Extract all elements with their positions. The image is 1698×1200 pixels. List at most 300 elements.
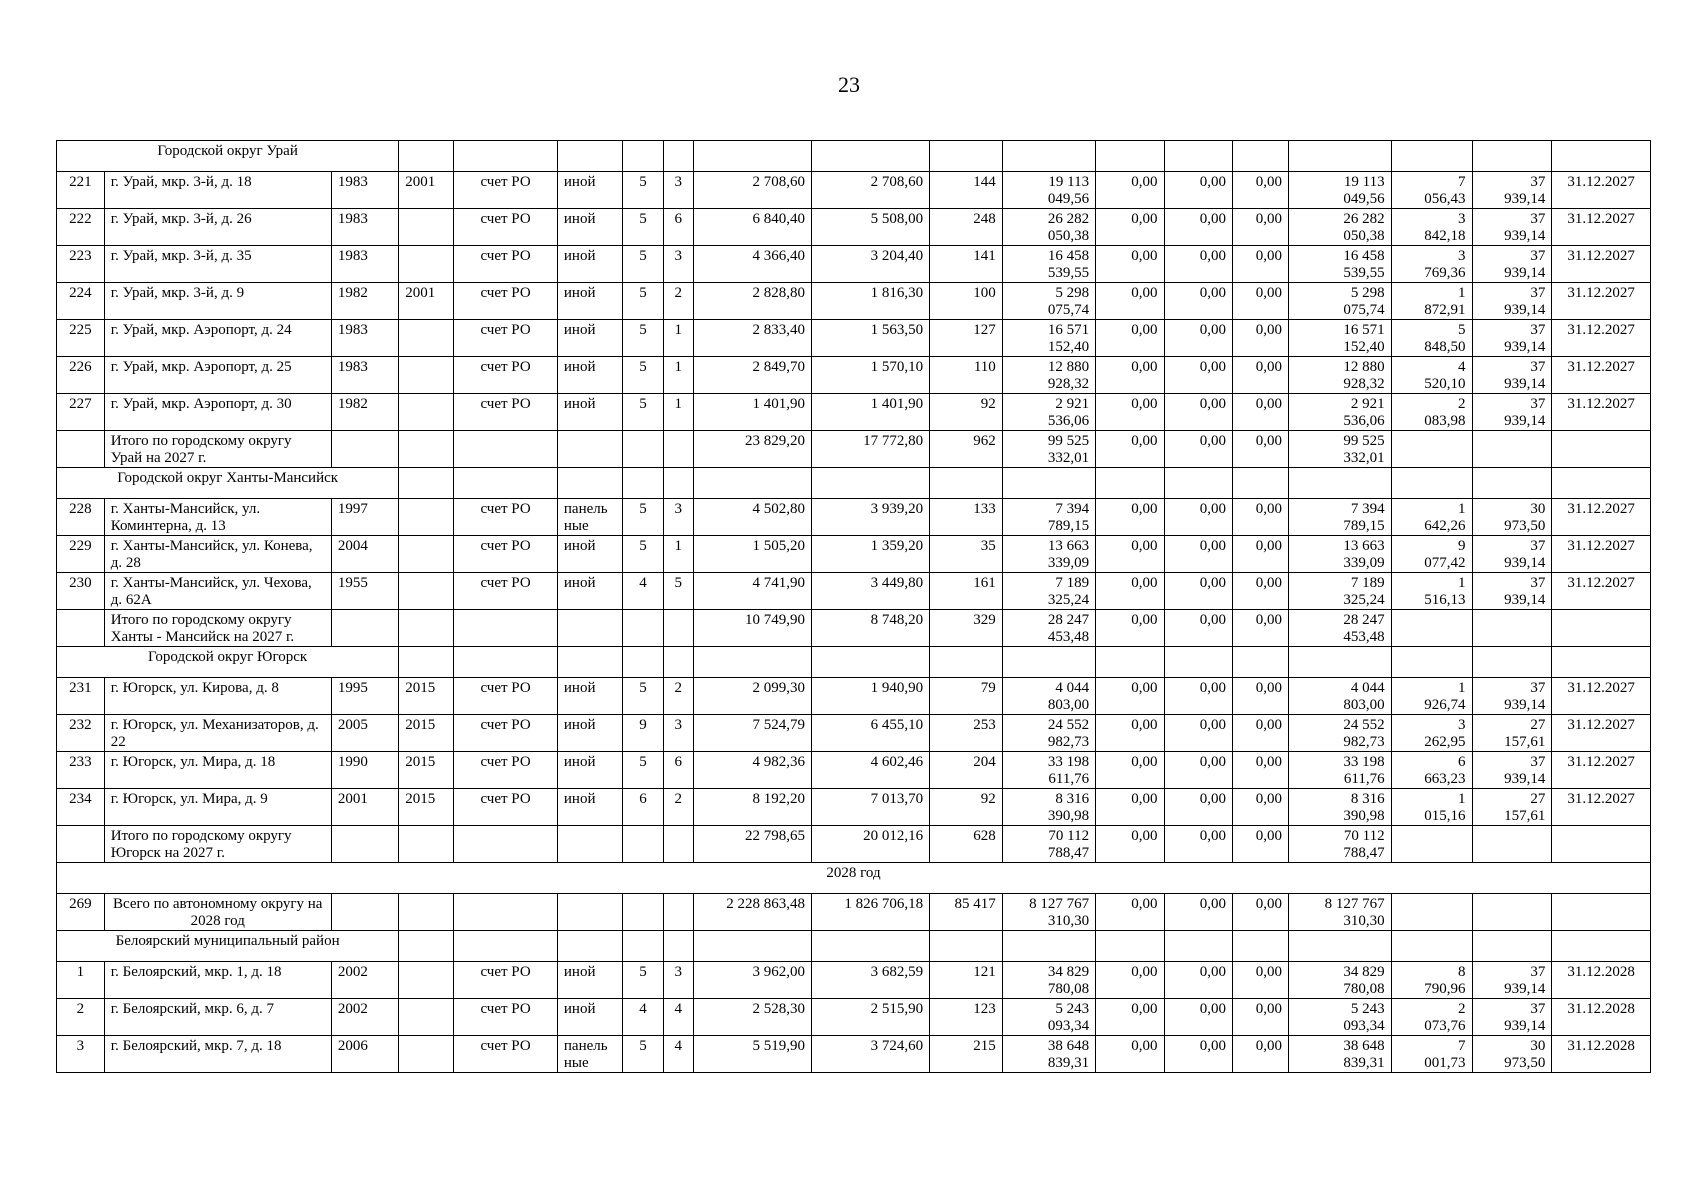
- owner-funds-line: 789,15: [1343, 518, 1385, 534]
- owner-funds: [1288, 962, 1391, 999]
- last-repair-year: [399, 1036, 454, 1073]
- repair-cost-line: 453,48: [1047, 629, 1090, 645]
- empty-cell: [1288, 141, 1391, 172]
- empty-cell: [1164, 647, 1232, 678]
- local-funds: 0,00: [1232, 172, 1288, 209]
- district-header-row: [57, 468, 1651, 499]
- unit-cost-line: 2: [1458, 396, 1466, 412]
- federal-funds: 0,00: [1096, 962, 1164, 999]
- max-unit-cost-line: 37: [1530, 754, 1546, 770]
- residents: 329: [930, 610, 1003, 647]
- owner-funds: [1288, 789, 1391, 826]
- unit-cost-line: 7: [1458, 1038, 1466, 1054]
- row-number: 221: [57, 172, 105, 209]
- empty-cell: [1096, 931, 1164, 962]
- owner-funds-line: 4 044: [1350, 680, 1385, 696]
- owner-funds: [1288, 246, 1391, 283]
- unit-cost: [1391, 172, 1472, 209]
- unit-cost: [1391, 1036, 1472, 1073]
- federal-funds: 0,00: [1096, 536, 1164, 573]
- empty-cell: [1472, 931, 1552, 962]
- max-unit-cost-line: 27: [1530, 791, 1546, 807]
- max-unit-cost-line: 939,14: [1504, 555, 1546, 571]
- repair-cost: [1002, 320, 1095, 357]
- regional-funds: 0,00: [1164, 209, 1232, 246]
- max-unit-cost-line: 939,14: [1504, 376, 1546, 392]
- wall-material: иной: [557, 394, 622, 431]
- floors: 5: [623, 209, 663, 246]
- floors: 6: [623, 789, 663, 826]
- living-area: 5 508,00: [811, 209, 929, 246]
- last-repair-year: [399, 499, 454, 536]
- wall-material: иной: [557, 789, 622, 826]
- max-unit-cost-line: 37: [1530, 211, 1546, 227]
- empty-cell: [1096, 468, 1164, 499]
- unit-cost-line: 8: [1458, 964, 1466, 980]
- federal-funds: 0,00: [1096, 320, 1164, 357]
- owner-funds-line: 611,76: [1343, 771, 1385, 787]
- unit-cost: [1391, 283, 1472, 320]
- unit-cost-line: 1: [1458, 285, 1466, 301]
- repair-cost: [1002, 752, 1095, 789]
- regional-funds: 0,00: [1164, 789, 1232, 826]
- empty-cell: [1472, 141, 1552, 172]
- row-number: 226: [57, 357, 105, 394]
- empty-cell: [454, 141, 558, 172]
- regional-funds: 0,00: [1164, 962, 1232, 999]
- empty-cell: [1288, 468, 1391, 499]
- deadline: 31.12.2028: [1552, 1036, 1651, 1073]
- owner-funds-line: 99 525: [1343, 433, 1385, 449]
- empty-cell: [693, 647, 811, 678]
- owner-funds: [1288, 894, 1391, 931]
- repair-cost-line: 539,55: [1047, 265, 1090, 281]
- regional-funds: 0,00: [1164, 431, 1232, 468]
- max-unit-cost-line: 37: [1530, 396, 1546, 412]
- owner-funds-line: 049,56: [1343, 191, 1385, 207]
- address: г. Урай, мкр. Аэропорт, д. 30: [104, 394, 331, 431]
- owner-funds-line: 8 316: [1350, 791, 1385, 807]
- address: г. Урай, мкр. Аэропорт, д. 24: [104, 320, 331, 357]
- federal-funds: 0,00: [1096, 283, 1164, 320]
- last-repair-year: [399, 536, 454, 573]
- repair-cost: [1002, 678, 1095, 715]
- repair-cost-line: 38 648: [1047, 1038, 1090, 1054]
- table-row: [57, 789, 1651, 826]
- living-area: 6 455,10: [811, 715, 929, 752]
- max-unit-cost-line: 37: [1530, 680, 1546, 696]
- owner-funds: [1288, 499, 1391, 536]
- repair-cost: [1002, 246, 1095, 283]
- total-area: 2 828,80: [693, 283, 811, 320]
- repair-cost-line: 26 282: [1047, 211, 1090, 227]
- living-area: 17 772,80: [811, 431, 929, 468]
- floors: 5: [623, 962, 663, 999]
- empty-cell: [557, 141, 622, 172]
- unit-cost: [1391, 752, 1472, 789]
- repair-cost-line: 99 525: [1047, 433, 1090, 449]
- table-row: [57, 209, 1651, 246]
- last-repair-year: [399, 999, 454, 1036]
- unit-cost-line: 083,98: [1424, 413, 1466, 429]
- repair-cost-line: 5 243: [1055, 1001, 1090, 1017]
- total-area: 1 401,90: [693, 394, 811, 431]
- max-unit-cost: [1472, 320, 1552, 357]
- repair-cost-line: 7 189: [1055, 575, 1090, 591]
- empty-cell: [1472, 647, 1552, 678]
- district-total-row: [57, 610, 1651, 647]
- empty-cell: [623, 894, 663, 931]
- max-unit-cost: [1472, 1036, 1552, 1073]
- total-area: 8 192,20: [693, 789, 811, 826]
- max-unit-cost: [1472, 536, 1552, 573]
- unit-cost: [1391, 678, 1472, 715]
- repair-cost-line: 093,34: [1047, 1018, 1090, 1034]
- owner-funds: [1288, 678, 1391, 715]
- max-unit-cost-line: 157,61: [1504, 808, 1546, 824]
- fund-method: счет РО: [454, 678, 558, 715]
- living-area: 1 563,50: [811, 320, 929, 357]
- owner-funds: [1288, 431, 1391, 468]
- commission-year: 1982: [331, 283, 398, 320]
- repair-cost-line: 390,98: [1047, 808, 1090, 824]
- owner-funds-line: 536,06: [1343, 413, 1385, 429]
- deadline: 31.12.2027: [1552, 752, 1651, 789]
- owner-funds-line: 050,38: [1343, 228, 1385, 244]
- empty-cell: [663, 647, 693, 678]
- address: г. Белоярский, мкр. 7, д. 18: [104, 1036, 331, 1073]
- max-unit-cost-line: 939,14: [1504, 771, 1546, 787]
- wall-material: иной: [557, 715, 622, 752]
- wall-material: панель ные: [557, 1036, 622, 1073]
- local-funds: 0,00: [1232, 715, 1288, 752]
- empty-cell: [1232, 468, 1288, 499]
- total-area: 10 749,90: [693, 610, 811, 647]
- empty-cell: [663, 431, 693, 468]
- year-header-row: [57, 863, 1651, 894]
- empty-cell: [557, 610, 622, 647]
- max-unit-cost-line: 37: [1530, 322, 1546, 338]
- empty-cell: [811, 647, 929, 678]
- district-title: Белоярский муниципальный район: [57, 931, 399, 962]
- empty-cell: [1552, 468, 1651, 499]
- empty-cell: [930, 468, 1003, 499]
- address: г. Югорск, ул. Мира, д. 9: [104, 789, 331, 826]
- max-unit-cost-line: 939,14: [1504, 697, 1546, 713]
- last-repair-year: 2015: [399, 752, 454, 789]
- owner-funds: [1288, 610, 1391, 647]
- local-funds: 0,00: [1232, 394, 1288, 431]
- local-funds: 0,00: [1232, 431, 1288, 468]
- repair-cost: [1002, 894, 1095, 931]
- entrances: 1: [663, 394, 693, 431]
- total-area: 2 849,70: [693, 357, 811, 394]
- floors: 5: [623, 246, 663, 283]
- empty-cell: [557, 431, 622, 468]
- residents: 92: [930, 394, 1003, 431]
- repair-cost-line: 982,73: [1047, 734, 1090, 750]
- max-unit-cost: [1472, 752, 1552, 789]
- empty-cell: [663, 141, 693, 172]
- table-row: [57, 678, 1651, 715]
- repair-cost-line: 788,47: [1047, 845, 1090, 861]
- local-funds: 0,00: [1232, 209, 1288, 246]
- wall-material: иной: [557, 246, 622, 283]
- entrances: 3: [663, 962, 693, 999]
- empty-cell: [454, 610, 558, 647]
- empty-cell: [399, 141, 454, 172]
- repair-cost-line: 34 829: [1047, 964, 1090, 980]
- max-unit-cost: [1472, 573, 1552, 610]
- repair-cost-line: 13 663: [1047, 538, 1090, 554]
- empty-cell: [1391, 431, 1472, 468]
- commission-year: 1995: [331, 678, 398, 715]
- unit-cost-line: 056,43: [1424, 191, 1466, 207]
- unit-cost: [1391, 246, 1472, 283]
- max-unit-cost-line: 973,50: [1504, 1055, 1546, 1071]
- empty-cell: [454, 894, 558, 931]
- empty-cell: [399, 647, 454, 678]
- owner-funds-line: 16 571: [1343, 322, 1385, 338]
- entrances: 6: [663, 209, 693, 246]
- owner-funds: [1288, 752, 1391, 789]
- fund-method: счет РО: [454, 246, 558, 283]
- table-row: [57, 394, 1651, 431]
- housing-repair-table: [56, 140, 1651, 1073]
- repair-cost: [1002, 499, 1095, 536]
- federal-funds: 0,00: [1096, 715, 1164, 752]
- empty-cell: [1552, 431, 1651, 468]
- total-area: 6 840,40: [693, 209, 811, 246]
- local-funds: 0,00: [1232, 999, 1288, 1036]
- entrances: 2: [663, 283, 693, 320]
- table-row: [57, 320, 1651, 357]
- empty-cell: [1472, 826, 1552, 863]
- unit-cost-line: 3: [1458, 248, 1466, 264]
- row-number: 223: [57, 246, 105, 283]
- repair-cost-line: 24 552: [1047, 717, 1090, 733]
- residents: 253: [930, 715, 1003, 752]
- empty-cell: [1164, 141, 1232, 172]
- living-area: 7 013,70: [811, 789, 929, 826]
- wall-material: иной: [557, 209, 622, 246]
- repair-cost-line: 152,40: [1047, 339, 1090, 355]
- federal-funds: 0,00: [1096, 826, 1164, 863]
- fund-method: счет РО: [454, 499, 558, 536]
- residents: 161: [930, 573, 1003, 610]
- empty-cell: [1096, 141, 1164, 172]
- empty-cell: [1552, 894, 1651, 931]
- fund-method: счет РО: [454, 209, 558, 246]
- fund-method: счет РО: [454, 752, 558, 789]
- empty-cell: [1552, 141, 1651, 172]
- commission-year: 2001: [331, 789, 398, 826]
- empty-cell: [557, 894, 622, 931]
- federal-funds: 0,00: [1096, 752, 1164, 789]
- repair-cost-line: 839,31: [1047, 1055, 1090, 1071]
- local-funds: 0,00: [1232, 678, 1288, 715]
- local-funds: 0,00: [1232, 826, 1288, 863]
- empty-cell: [1391, 894, 1472, 931]
- residents: 123: [930, 999, 1003, 1036]
- repair-cost: [1002, 573, 1095, 610]
- table-row: [57, 962, 1651, 999]
- row-number: 229: [57, 536, 105, 573]
- federal-funds: 0,00: [1096, 678, 1164, 715]
- regional-funds: 0,00: [1164, 394, 1232, 431]
- deadline: 31.12.2027: [1552, 394, 1651, 431]
- max-unit-cost-line: 27: [1530, 717, 1546, 733]
- owner-funds: [1288, 357, 1391, 394]
- fund-method: счет РО: [454, 536, 558, 573]
- residents: 215: [930, 1036, 1003, 1073]
- unit-cost-line: 9: [1458, 538, 1466, 554]
- max-unit-cost: [1472, 209, 1552, 246]
- repair-cost-line: 332,01: [1047, 450, 1090, 466]
- living-area: 2 708,60: [811, 172, 929, 209]
- wall-material: иной: [557, 573, 622, 610]
- entrances: 2: [663, 678, 693, 715]
- unit-cost-line: 262,95: [1424, 734, 1466, 750]
- wall-material: иной: [557, 172, 622, 209]
- empty-cell: [1096, 647, 1164, 678]
- district-title: Городской округ Югорск: [57, 647, 399, 678]
- row-number: 230: [57, 573, 105, 610]
- fund-method: счет РО: [454, 394, 558, 431]
- repair-cost-line: 075,74: [1047, 302, 1090, 318]
- floors: 5: [623, 320, 663, 357]
- repair-cost-line: 310,30: [1047, 913, 1090, 929]
- federal-funds: 0,00: [1096, 246, 1164, 283]
- owner-funds-line: 539,55: [1343, 265, 1385, 281]
- wall-material: иной: [557, 283, 622, 320]
- regional-funds: 0,00: [1164, 573, 1232, 610]
- commission-year: 2005: [331, 715, 398, 752]
- floors: 5: [623, 357, 663, 394]
- repair-cost-line: 050,38: [1047, 228, 1090, 244]
- regional-funds: 0,00: [1164, 610, 1232, 647]
- unit-cost: [1391, 999, 1472, 1036]
- empty-cell: [399, 826, 454, 863]
- empty-cell: [1002, 468, 1095, 499]
- district-header-row: [57, 931, 1651, 962]
- row-number: 228: [57, 499, 105, 536]
- floors: 5: [623, 394, 663, 431]
- living-area: 1 816,30: [811, 283, 929, 320]
- federal-funds: 0,00: [1096, 789, 1164, 826]
- district-header-row: [57, 141, 1651, 172]
- empty-cell: [1232, 141, 1288, 172]
- empty-cell: [399, 431, 454, 468]
- unit-cost: [1391, 499, 1472, 536]
- repair-cost-line: 780,08: [1047, 981, 1090, 997]
- last-repair-year: [399, 573, 454, 610]
- empty-cell: [1391, 468, 1472, 499]
- repair-cost-line: 7 394: [1055, 501, 1090, 517]
- repair-cost: [1002, 394, 1095, 431]
- regional-funds: 0,00: [1164, 999, 1232, 1036]
- empty-cell: [623, 826, 663, 863]
- empty-cell: [399, 610, 454, 647]
- last-repair-year: [399, 209, 454, 246]
- residents: 92: [930, 789, 1003, 826]
- federal-funds: 0,00: [1096, 209, 1164, 246]
- federal-funds: 0,00: [1096, 431, 1164, 468]
- max-unit-cost-line: 30: [1530, 1038, 1546, 1054]
- unit-cost-line: 015,16: [1424, 808, 1466, 824]
- repair-cost-line: 536,06: [1047, 413, 1090, 429]
- year-title: 2028 год: [57, 863, 1651, 894]
- living-area: 3 939,20: [811, 499, 929, 536]
- entrances: 5: [663, 573, 693, 610]
- living-area: 4 602,46: [811, 752, 929, 789]
- empty-cell: [1552, 610, 1651, 647]
- owner-funds-line: 16 458: [1343, 248, 1385, 264]
- residents: 628: [930, 826, 1003, 863]
- last-repair-year: [399, 320, 454, 357]
- empty-cell: [1164, 931, 1232, 962]
- repair-cost: [1002, 715, 1095, 752]
- total-area: 1 505,20: [693, 536, 811, 573]
- max-unit-cost: [1472, 172, 1552, 209]
- empty-cell: [1472, 610, 1552, 647]
- living-area: 1 826 706,18: [811, 894, 929, 931]
- residents: 100: [930, 283, 1003, 320]
- grand-total-label: Всего по автономному округу на 2028 год: [104, 894, 331, 931]
- deadline: 31.12.2027: [1552, 246, 1651, 283]
- row-number: 234: [57, 789, 105, 826]
- living-area: 1 359,20: [811, 536, 929, 573]
- regional-funds: 0,00: [1164, 536, 1232, 573]
- floors: 5: [623, 499, 663, 536]
- empty-cell: [57, 610, 105, 647]
- total-area: 23 829,20: [693, 431, 811, 468]
- empty-cell: [454, 431, 558, 468]
- living-area: 1 940,90: [811, 678, 929, 715]
- max-unit-cost-line: 37: [1530, 575, 1546, 591]
- empty-cell: [1472, 894, 1552, 931]
- address: г. Урай, мкр. Аэропорт, д. 25: [104, 357, 331, 394]
- owner-funds: [1288, 394, 1391, 431]
- max-unit-cost-line: 939,14: [1504, 1018, 1546, 1034]
- owner-funds-line: 5 298: [1350, 285, 1385, 301]
- floors: 5: [623, 536, 663, 573]
- empty-cell: [557, 468, 622, 499]
- empty-cell: [623, 931, 663, 962]
- regional-funds: 0,00: [1164, 172, 1232, 209]
- unit-cost: [1391, 536, 1472, 573]
- district-total-row: [57, 431, 1651, 468]
- row-number: 231: [57, 678, 105, 715]
- regional-funds: 0,00: [1164, 246, 1232, 283]
- deadline: 31.12.2027: [1552, 573, 1651, 610]
- max-unit-cost-line: 37: [1530, 964, 1546, 980]
- max-unit-cost: [1472, 246, 1552, 283]
- empty-cell: [1288, 931, 1391, 962]
- repair-cost-line: 19 113: [1048, 174, 1090, 190]
- table-row: [57, 999, 1651, 1036]
- federal-funds: 0,00: [1096, 394, 1164, 431]
- empty-cell: [1391, 647, 1472, 678]
- repair-cost-line: 339,09: [1047, 555, 1090, 571]
- owner-funds-line: 152,40: [1343, 339, 1385, 355]
- total-area: 7 524,79: [693, 715, 811, 752]
- floors: 4: [623, 999, 663, 1036]
- owner-funds: [1288, 826, 1391, 863]
- empty-cell: [1472, 431, 1552, 468]
- deadline: 31.12.2027: [1552, 678, 1651, 715]
- empty-cell: [1552, 647, 1651, 678]
